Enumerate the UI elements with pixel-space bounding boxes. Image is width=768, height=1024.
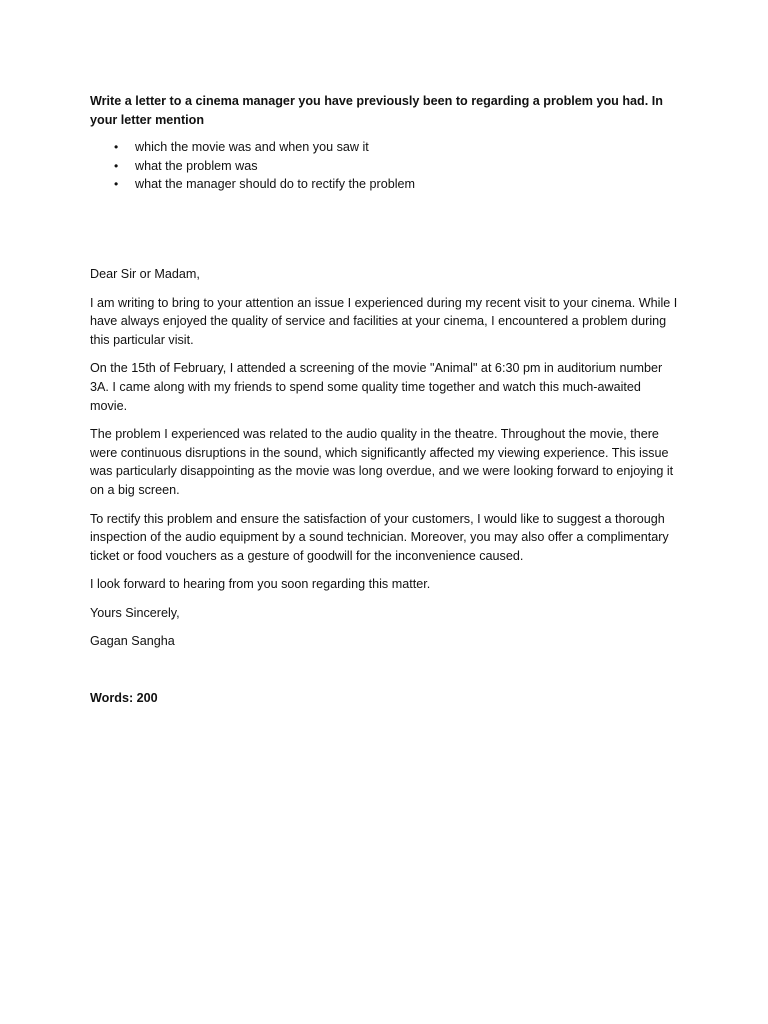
document-page	[90, 92, 680, 720]
letter-paragraph: The problem I experienced was related to the audio quality in the theatre. Throughout the movie, there were continuous disruptions in the sound, which significantly affected my viewing experience. This issue was particularly disappointing as the movie was long overdue, and we were looking forward to enjoying it on a big screen.	[90, 427, 674, 497]
signature: Gagan Sangha	[90, 634, 175, 649]
closing: Yours Sincerely,	[90, 605, 180, 620]
letter-paragraph: To rectify this problem and ensure the satisfaction of your customers, I would like to suggest a thorough inspection of the audio equipment by a sound technician. Moreover, you may also offer a complimentary ticket or food vouchers as a gesture of goodwill for the inconvenience caused.	[90, 511, 669, 563]
bullet-icon: •	[114, 140, 119, 155]
letter-paragraph: On the 15th of February, I attended a screening of the movie "Animal" at 6:30 pm in auditorium number 3A. I came along with my friends to spend some quality time together and watch this much-awaited movie.	[90, 361, 663, 413]
bullet-icon: •	[114, 158, 119, 173]
letter-body	[90, 265, 680, 651]
requirement-item	[114, 138, 680, 157]
letter-paragraph: I am writing to bring to your attention an issue I experienced during my recent visit to your cinema. While I have always enjoyed the quality of service and facilities at your cinema, I encountered a problem during this particular visit.	[90, 295, 678, 347]
requirement-item	[114, 175, 680, 194]
requirement-text: what the manager should do to rectify the problem	[135, 177, 416, 192]
requirement-text: which the movie was and when you saw it	[135, 140, 369, 155]
task-prompt: Write a letter to a cinema manager you have previously been to regarding a problem you had. In your letter mention	[90, 94, 663, 127]
requirement-text: what the problem was	[135, 158, 258, 173]
word-count: Words: 200	[90, 691, 158, 706]
requirement-item	[114, 157, 680, 176]
letter-paragraph: I look forward to hearing from you soon regarding this matter.	[90, 577, 431, 592]
bullet-icon: •	[114, 177, 119, 192]
salutation: Dear Sir or Madam,	[90, 266, 200, 281]
task-requirements-list	[90, 138, 680, 194]
